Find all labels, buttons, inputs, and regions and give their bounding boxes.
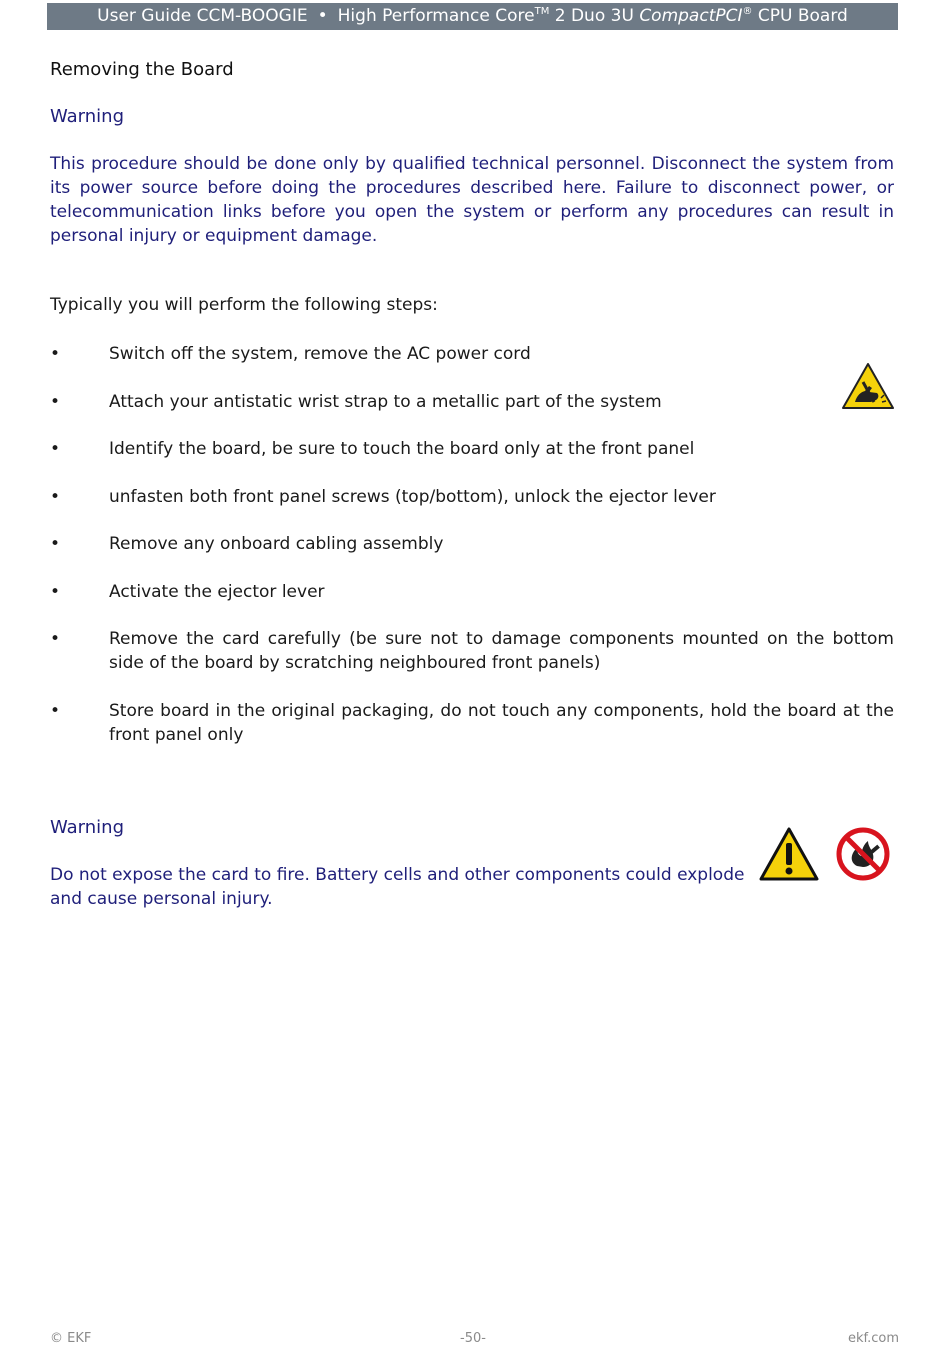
bullet: • bbox=[50, 629, 61, 649]
footer-copyright: © EKF bbox=[50, 1331, 92, 1346]
bullet: • bbox=[50, 486, 61, 507]
steps-intro: Typically you will perform the following steps: bbox=[50, 295, 438, 315]
page-header bbox=[47, 3, 898, 30]
footer-website: ekf.com bbox=[848, 1331, 900, 1346]
step-text: unfasten both front panel screws (top/bottom), unlock the ejector lever bbox=[109, 486, 716, 507]
step-text: Remove the card carefully (be sure not to damage components mounted on the bottom side of the board by scratching neighboured front panels) bbox=[109, 629, 894, 673]
header-product-mid: 2 Duo 3U bbox=[549, 6, 640, 26]
step-item bbox=[50, 580, 894, 604]
step-text: Switch off the system, remove the AC power cord bbox=[109, 344, 531, 364]
bullet: • bbox=[50, 534, 61, 554]
step-item bbox=[50, 485, 894, 509]
step-item bbox=[50, 627, 894, 675]
header-trademark: TM bbox=[534, 6, 550, 17]
bullet: • bbox=[50, 439, 61, 459]
bullet: • bbox=[50, 700, 61, 721]
header-registered: ® bbox=[742, 6, 753, 17]
warning-triangle-icon bbox=[758, 826, 820, 882]
step-text: Remove any onboard cabling assembly bbox=[109, 534, 444, 554]
step-text: Identify the board, be sure to touch the board only at the front panel bbox=[109, 439, 695, 459]
header-product-brand: CompactPCI bbox=[639, 6, 743, 26]
step-text: Store board in the original packaging, do not touch any components, hold the board at the front panel only bbox=[109, 700, 894, 745]
step-item bbox=[50, 437, 894, 461]
warning-heading-1: Warning bbox=[50, 106, 125, 127]
header-guide-title: User Guide CCM-BOOGIE bbox=[97, 6, 308, 26]
step-item bbox=[50, 699, 894, 747]
step-text: Activate the ejector lever bbox=[109, 581, 325, 602]
step-item bbox=[50, 532, 894, 556]
step-item bbox=[50, 390, 894, 414]
bullet: • bbox=[50, 391, 61, 412]
header-separator: • bbox=[317, 6, 328, 26]
no-fire-icon bbox=[835, 826, 891, 882]
bullet: • bbox=[50, 344, 61, 364]
step-text: Attach your antistatic wrist strap to a metallic part of the system bbox=[109, 391, 662, 412]
step-item bbox=[50, 342, 894, 366]
steps-list bbox=[50, 342, 894, 770]
section-title: Removing the Board bbox=[50, 59, 234, 80]
warning-text-1: This procedure should be done only by qualified technical personnel. Disconnect the system from its power source before doing the procedures described here. Failure to disconnect power, or telecommunication links before you open the system or perform any procedures can result in personal injury or equipment damage. bbox=[50, 154, 894, 246]
header-product-pre: High Performance Core bbox=[337, 6, 535, 26]
footer-page-number: -50- bbox=[460, 1331, 486, 1346]
warning-heading-2: Warning bbox=[50, 817, 125, 838]
esd-warning-icon bbox=[841, 362, 895, 410]
warning-text-2: Do not expose the card to fire. Battery cells and other components could explode and cause personal injury. bbox=[50, 865, 745, 909]
header-product-post: CPU Board bbox=[752, 6, 848, 26]
bullet: • bbox=[50, 581, 61, 602]
